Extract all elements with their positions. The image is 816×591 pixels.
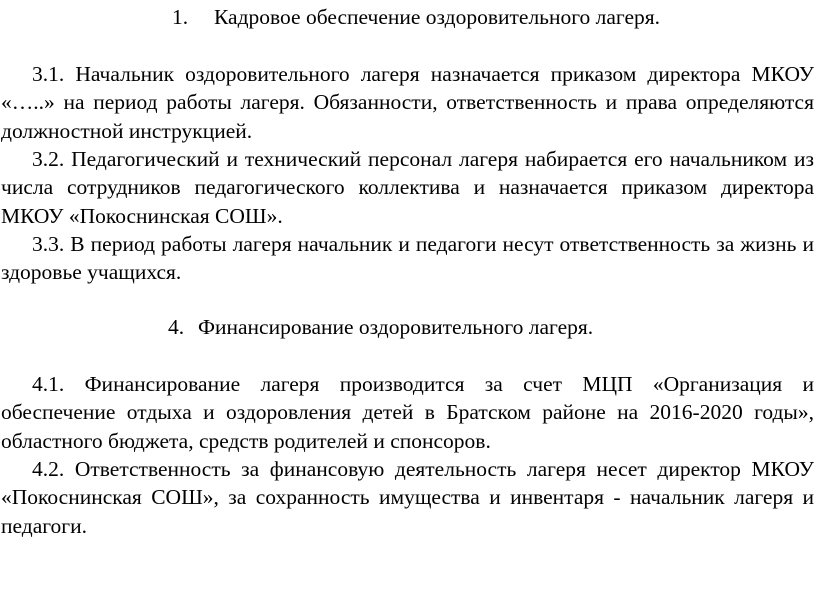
paragraph-3-2: 3.2. Педагогический и технический персонал лагеря набирается его начальником из числа сотрудников педагогического коллектива и назначается приказом директора МКОУ «Покоснинская СОШ».	[1, 147, 814, 228]
section-number: 4.	[168, 315, 185, 339]
paragraph-4-2: 4.2. Ответственность за финансовую деятельность лагеря несет директор МКОУ «Покоснинская СОШ», за сохранность имущества и инвентаря - начальник лагеря и педагоги.	[1, 457, 814, 538]
section-heading-staffing	[172, 3, 660, 31]
section-title: Кадровое обеспечение оздоровительного лагеря.	[214, 5, 660, 29]
paragraph-3-3: 3.3. В период работы лагеря начальник и педагоги несут ответственность за жизнь и здоровье учащихся.	[1, 232, 814, 285]
paragraph-3-1: 3.1. Начальник оздоровительного лагеря назначается приказом директора МКОУ «…..» на период работы лагеря. Обязанности, ответственность и права определяются должностной инструкцией.	[1, 62, 814, 143]
paragraph-4-1: 4.1. Финансирование лагеря производится за счет МЦП «Организация и обеспечение отдыха и оздоровления детей в Братском районе на 2016-2020 годы», областного бюджета, средств родителей и спонсоров.	[1, 372, 814, 453]
section-title: Финансирование оздоровительного лагеря.	[198, 315, 594, 339]
section-heading-financing	[168, 313, 593, 341]
section-number: 1.	[172, 5, 189, 29]
